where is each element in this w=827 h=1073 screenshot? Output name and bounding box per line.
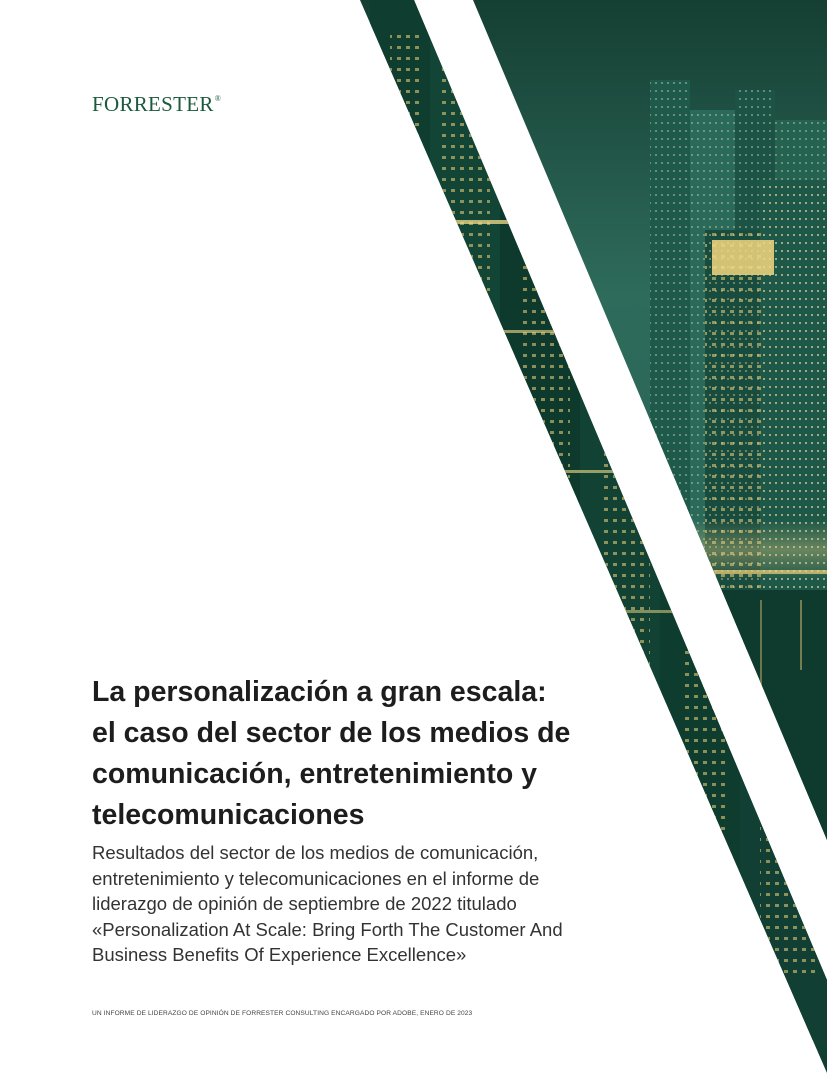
registered-mark: ® — [214, 94, 222, 103]
subtitle-line: entretenimiento y telecomunicaciones en el informe de — [92, 867, 540, 889]
forrester-logo — [92, 92, 221, 117]
subtitle-line: Resultados del sector de los medios de comunicación, — [92, 842, 539, 863]
subtitle-line: liderazgo de opinión de septiembre de 2022 titulado — [92, 893, 517, 914]
report-title — [92, 672, 692, 836]
commission-note: UN INFORME DE LIDERAZGO DE OPINIÓN DE FORRESTER CONSULTING ENCARGADO POR ADOBE, ENERO DE 2023 — [92, 1010, 473, 1017]
subtitle-line: Business Benefits Of Experience Excellence» — [92, 944, 467, 965]
title-line: el caso del sector de los medios de — [92, 717, 571, 749]
subtitle-line: «Personalization At Scale: Bring Forth The Customer And — [92, 918, 563, 940]
title-line: comunicación, entretenimiento y — [92, 758, 538, 790]
title-line: telecomunicaciones — [92, 799, 365, 831]
logo-text: FORRESTER — [92, 92, 214, 116]
title-line: La personalización a gran escala: — [92, 676, 547, 708]
report-subtitle — [92, 840, 692, 968]
